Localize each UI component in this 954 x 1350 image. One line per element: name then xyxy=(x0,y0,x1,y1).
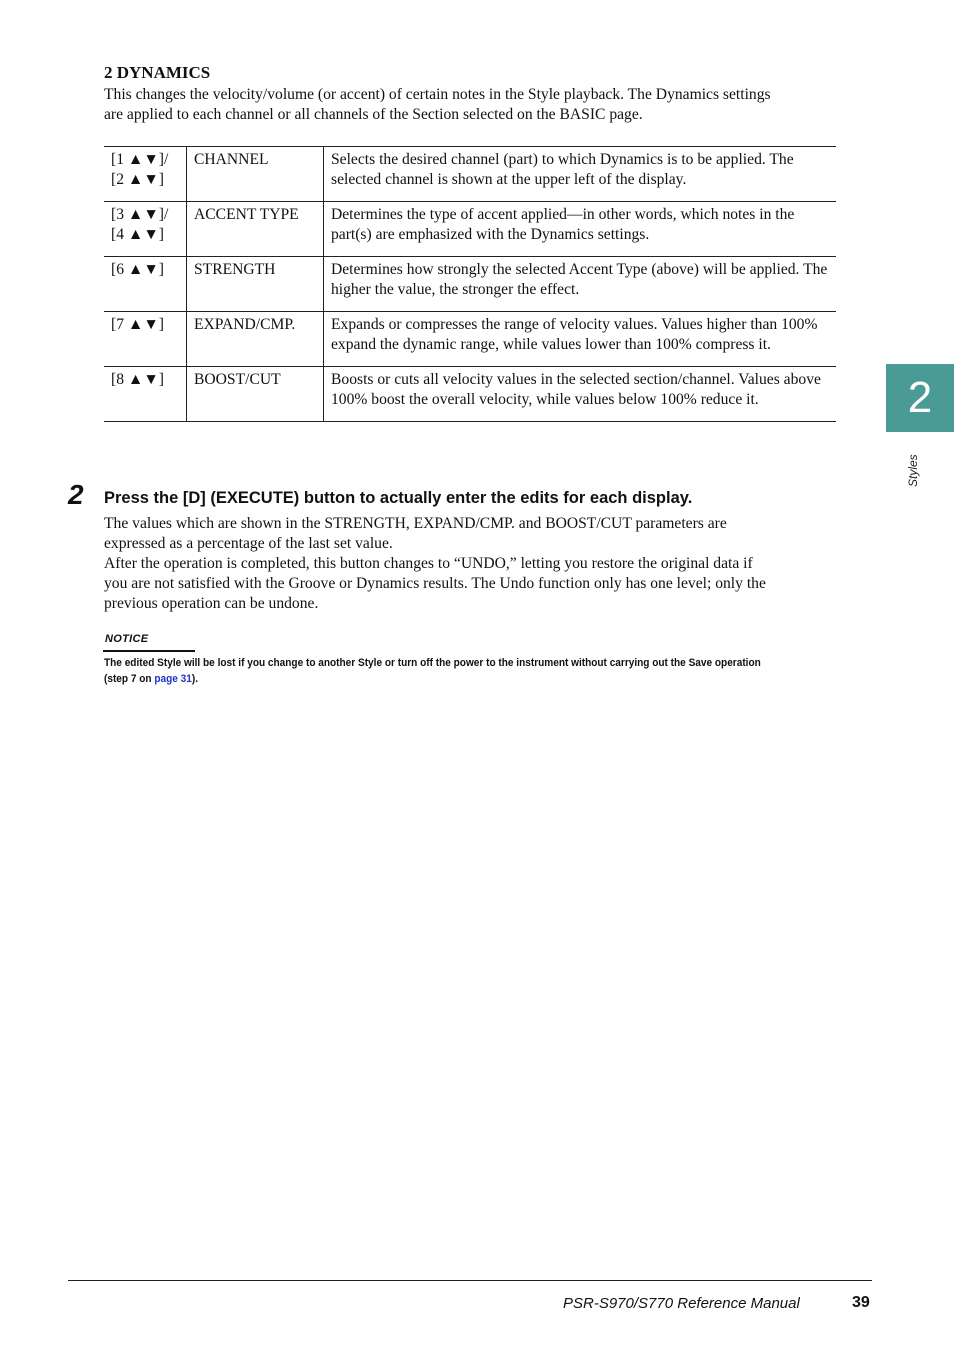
control-label: [3 ▲▼]/ xyxy=(111,206,169,223)
control-cell xyxy=(104,202,187,257)
control-label: [4 ▲▼] xyxy=(111,226,164,243)
step-text-line: you are not satisfied with the Groove or Dynamics results. The Undo function only has one level; only the xyxy=(104,575,766,592)
table-row xyxy=(104,367,836,422)
parameter-description: Expands or compresses the range of velocity values. Values higher than 100% expand the dynamic range, while values lower than 100% compress it. xyxy=(324,312,837,367)
control-cell xyxy=(104,367,187,422)
parameter-description: Selects the desired channel (part) to which Dynamics is to be applied. The selected channel is shown at the upper left of the display. xyxy=(324,147,837,202)
control-label: [1 ▲▼]/ xyxy=(111,151,169,168)
table-row xyxy=(104,202,836,257)
parameter-name: ACCENT TYPE xyxy=(187,202,324,257)
notice-line xyxy=(104,671,835,687)
table-row xyxy=(104,147,836,202)
step-text-line: After the operation is completed, this button changes to “UNDO,” letting you restore the original data if xyxy=(104,555,753,572)
notice-text-prefix: (step 7 on xyxy=(104,673,155,685)
step-text-line: expressed as a percentage of the last set value. xyxy=(104,535,393,552)
step-number: 2 xyxy=(68,479,84,510)
parameter-name: BOOST/CUT xyxy=(187,367,324,422)
control-cell xyxy=(104,257,187,312)
control-label: [7 ▲▼] xyxy=(111,316,164,333)
chapter-tab: 2 xyxy=(886,364,954,432)
section-intro xyxy=(104,85,834,125)
notice-line: The edited Style will be lost if you change to another Style or turn off the power to the instrument without carrying out the Save operation xyxy=(104,657,761,669)
control-cell xyxy=(104,312,187,367)
page-link[interactable]: page 31 xyxy=(154,673,192,685)
notice-label: NOTICE xyxy=(105,633,149,645)
intro-line: are applied to each channel or all channels of the Section selected on the BASIC page. xyxy=(104,106,643,123)
footer-manual-title: PSR-S970/S770 Reference Manual xyxy=(563,1295,800,1312)
notice-divider xyxy=(103,650,195,652)
page-number: 39 xyxy=(852,1294,870,1311)
table-row xyxy=(104,257,836,312)
parameter-description: Determines the type of accent applied—in other words, which notes in the part(s) are emphasized with the Dynamics settings. xyxy=(324,202,837,257)
intro-line: This changes the velocity/volume (or accent) of certain notes in the Style playback. The Dynamics settings xyxy=(104,86,771,103)
parameter-name: EXPAND/CMP. xyxy=(187,312,324,367)
parameter-name: CHANNEL xyxy=(187,147,324,202)
footer-divider xyxy=(68,1280,872,1281)
notice-text xyxy=(104,655,835,687)
section-title: 2 DYNAMICS xyxy=(104,63,211,82)
table-row xyxy=(104,312,836,367)
chapter-label: Styles xyxy=(906,454,920,487)
step-text-line: The values which are shown in the STRENGTH, EXPAND/CMP. and BOOST/CUT parameters are xyxy=(104,515,727,532)
step-text-line: previous operation can be undone. xyxy=(104,595,319,612)
parameter-name: STRENGTH xyxy=(187,257,324,312)
parameter-description: Determines how strongly the selected Accent Type (above) will be applied. The higher the value, the stronger the effect. xyxy=(324,257,837,312)
parameter-table xyxy=(104,146,836,422)
control-label: [2 ▲▼] xyxy=(111,171,164,188)
notice-text-suffix: ). xyxy=(191,673,199,685)
control-label: [6 ▲▼] xyxy=(111,261,164,278)
control-label: [8 ▲▼] xyxy=(111,371,164,388)
step-body xyxy=(104,514,834,614)
control-cell xyxy=(104,147,187,202)
step-title: Press the [D] (EXECUTE) button to actually enter the edits for each display. xyxy=(104,489,693,507)
parameter-description: Boosts or cuts all velocity values in the selected section/channel. Values above 100% boost the overall velocity, while values below 100% reduce it. xyxy=(324,367,837,422)
